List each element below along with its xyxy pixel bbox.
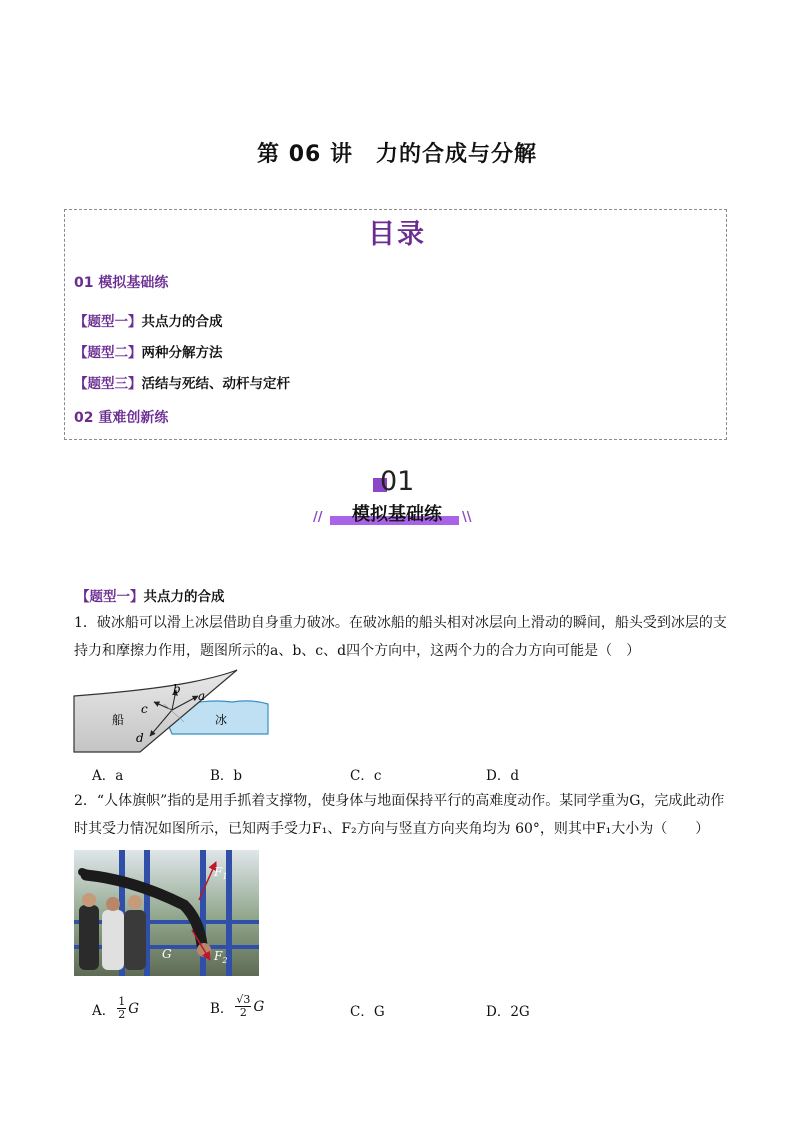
question-type-label: 共点力的合成	[143, 589, 225, 605]
toc-item-label: 共点力的合成	[141, 314, 223, 330]
q2-option-b-letter: B．	[210, 1000, 234, 1017]
section-title: 模拟基础练	[352, 504, 442, 525]
toc-item-type2[interactable]	[74, 341, 223, 361]
question-2-line-1: 2．“人体旗帜”指的是用手抓着支撑物，使身体与地面保持平行的高难度动作。某同学重为G，完成此动作	[74, 793, 725, 809]
toc-heading: 目录	[368, 219, 426, 250]
toc-item-label: 活结与死结、动杆与定杆	[141, 376, 290, 392]
q2-option-a[interactable]	[92, 996, 139, 1021]
label-c: c	[141, 702, 148, 716]
q1-option-c[interactable]: C．c	[350, 768, 382, 784]
question-2-line-2: 时其受力情况如图所示，已知两手受力F₁、F₂方向与竖直方向夹角均为 60°，则其中F₁大小为（ ）	[74, 821, 710, 837]
toc-item-type1[interactable]	[74, 310, 223, 330]
gravity-label: G	[162, 947, 172, 961]
toc-item-type3[interactable]	[74, 372, 290, 392]
fraction-denominator: 2	[118, 1008, 126, 1021]
question-1-text	[74, 609, 734, 665]
q1-option-d[interactable]: D．d	[486, 768, 519, 784]
q1-option-a[interactable]: A．a	[92, 768, 124, 784]
question-type-bracket: 【题型一】	[76, 589, 144, 605]
ship-label: 船	[112, 713, 125, 727]
q2-option-b-var: G	[253, 998, 265, 1015]
toc-item-label: 两种分解方法	[141, 345, 223, 361]
q1-option-b[interactable]: B．b	[210, 768, 243, 784]
q2-option-a-var: G	[128, 1000, 140, 1017]
question-1-figure	[72, 666, 272, 758]
section-decor-right: \\	[462, 510, 472, 525]
force-f1-label: $F_1$	[214, 865, 228, 881]
toc-item-01[interactable]: 01 模拟基础练	[74, 275, 169, 291]
q2-option-b[interactable]	[210, 994, 264, 1019]
label-d: d	[136, 731, 144, 745]
toc-item-bracket: 【题型一】	[74, 314, 142, 330]
label-b: b	[173, 682, 181, 696]
toc-item-02[interactable]: 02 重难创新练	[74, 410, 169, 426]
ice-label: 冰	[215, 713, 228, 727]
question-1-line-2: 持力和摩擦力作用，题图所示的a、b、c、d四个方向中，这两个力的合力方向可能是（ ）	[74, 643, 641, 659]
fraction	[117, 996, 126, 1021]
question-2-photo	[74, 850, 259, 976]
q2-option-c[interactable]: C．G	[350, 1004, 385, 1020]
section-number: 01	[380, 466, 415, 497]
q2-option-d[interactable]: D．2G	[486, 1004, 530, 1020]
q2-option-a-letter: A．	[92, 1002, 116, 1019]
question-type-heading	[76, 585, 225, 605]
question-2-text	[74, 787, 734, 843]
fraction	[235, 994, 251, 1019]
fraction-denominator: 2	[239, 1006, 247, 1019]
force-f2-label: $F_2$	[214, 949, 228, 965]
label-a: a	[198, 689, 206, 703]
toc-item-bracket: 【题型二】	[74, 345, 142, 361]
page-title: 第 06 讲 力的合成与分解	[257, 142, 537, 167]
question-1-line-1: 1．破冰船可以滑上冰层借助自身重力破冰。在破冰船的船头相对冰层向上滑动的瞬间，船头受到冰层的支	[74, 615, 727, 631]
fraction-numerator: 1	[118, 995, 126, 1008]
fraction-numerator: √3	[236, 993, 251, 1006]
toc-item-bracket: 【题型三】	[74, 376, 142, 392]
section-decor-left: //	[313, 510, 323, 525]
